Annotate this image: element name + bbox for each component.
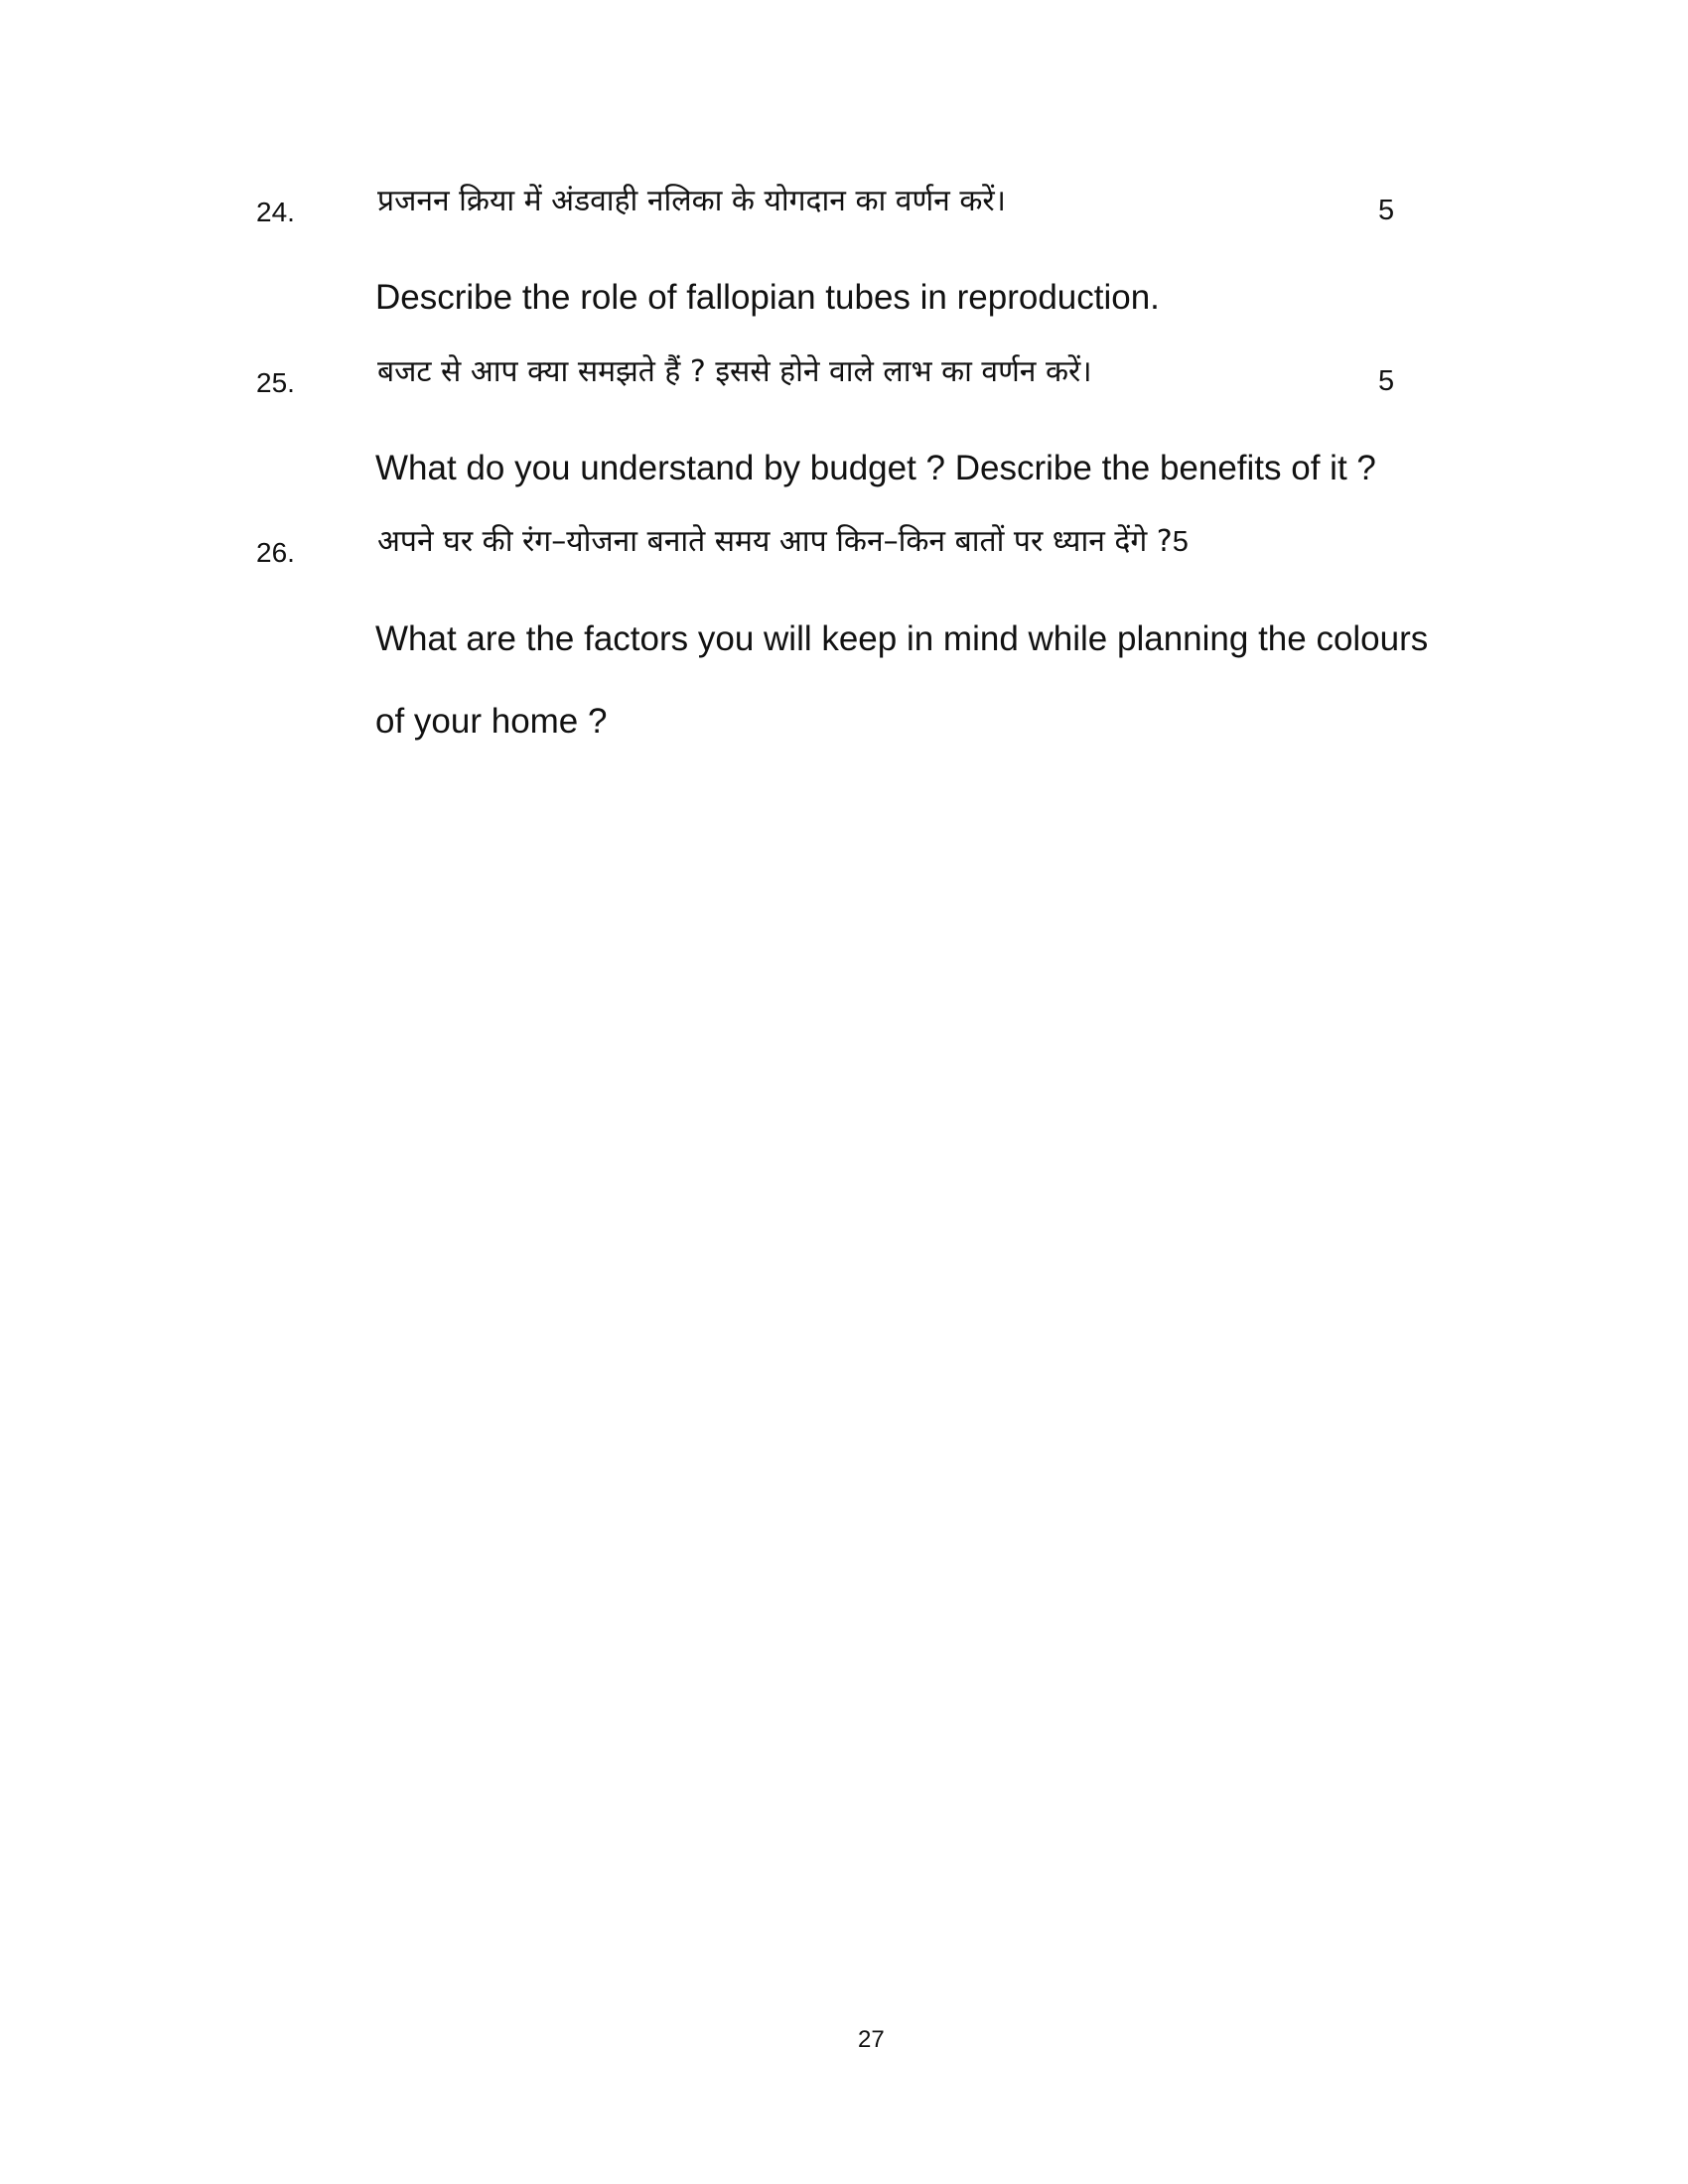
question-text-english-continued: of your home ? bbox=[375, 702, 608, 741]
question-number: 26. bbox=[256, 537, 295, 568]
question-marks: 5 bbox=[1172, 526, 1189, 558]
question-number: 24. bbox=[256, 197, 295, 227]
question-hindi-line bbox=[377, 524, 1189, 559]
question-marks: 5 bbox=[1378, 365, 1395, 397]
question-text-hindi: बजट से आप क्या समझते हैं ? इससे होने वाले लाभ का वर्णन करें। bbox=[377, 354, 1092, 389]
question-text-english: Describe the role of fallopian tubes in reproduction. bbox=[375, 278, 1160, 317]
question-number: 25. bbox=[256, 367, 295, 398]
question-text-english: What do you understand by budget ? Describe the benefits of it ? bbox=[375, 449, 1376, 487]
page-number: 27 bbox=[858, 2026, 885, 2053]
question-marks: 5 bbox=[1378, 195, 1395, 226]
question-text-hindi: अपने घर की रंग–योजना बनाते समय आप किन–किन बातों पर ध्यान देंगे ? bbox=[377, 524, 1173, 559]
question-text-hindi: प्रजनन क्रिया में अंडवाही नलिका के योगदान का वर्णन करें। bbox=[377, 184, 1007, 218]
question-text-english: What are the factors you will keep in mind while planning the colours bbox=[375, 619, 1429, 658]
